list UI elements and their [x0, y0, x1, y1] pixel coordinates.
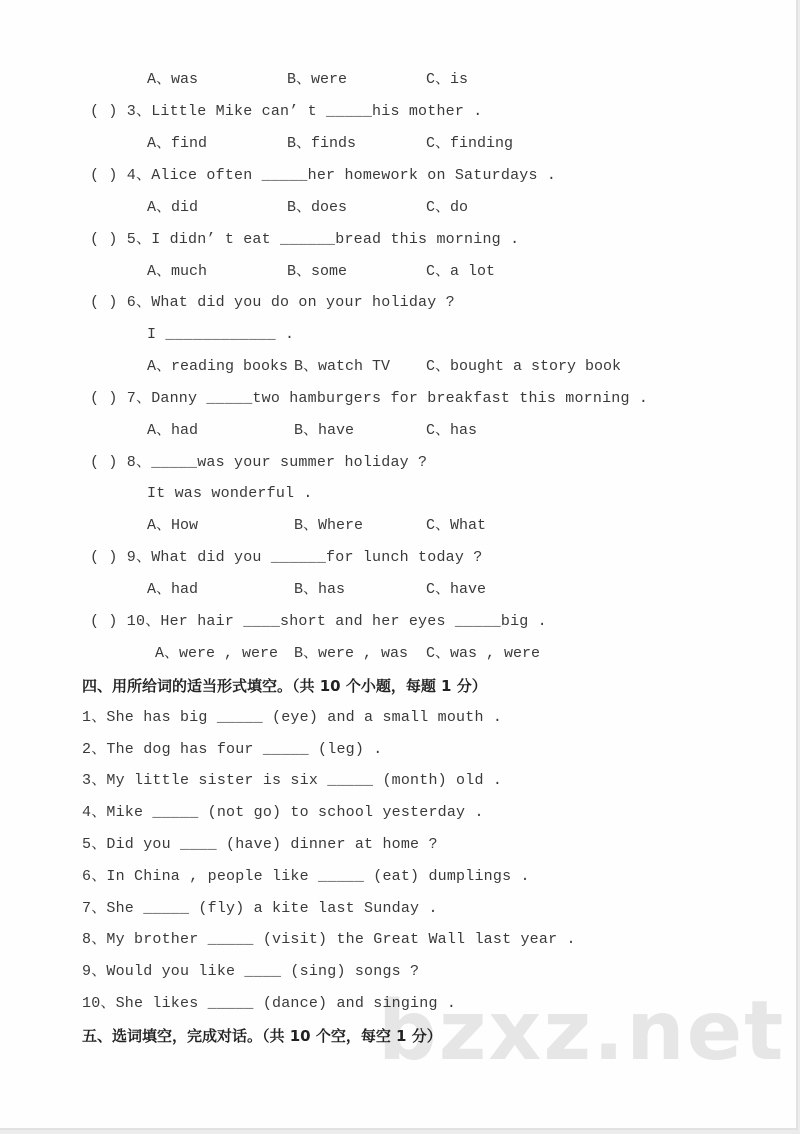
q9-option-c: C、have — [426, 581, 487, 598]
question-8-stem: ( ) 8、_____was your summer holiday ? — [90, 454, 428, 471]
q2-option-a: A、was — [147, 71, 199, 88]
fill-item-4: 4、Mike _____ (not go) to school yesterday . — [82, 804, 484, 821]
fill-item-2: 2、The dog has four _____ (leg) . — [82, 741, 383, 758]
fill-item-5: 5、Did you ____ (have) dinner at home ? — [82, 836, 438, 853]
question-8-context: It was wonderful . — [147, 485, 313, 502]
question-10-stem: ( ) 10、Her hair ____short and her eyes _____big . — [90, 613, 547, 630]
fill-item-7: 7、She _____ (fly) a kite last Sunday . — [82, 900, 438, 917]
q4-option-a: A、did — [147, 199, 199, 216]
q10-option-a: A、were , were — [155, 645, 279, 662]
fill-item-9: 9、Would you like ____ (sing) songs ? — [82, 963, 420, 980]
watermark: bzxz.net — [378, 984, 786, 1079]
q6-option-c: C、bought a story book — [426, 358, 622, 375]
question-9-stem: ( ) 9、What did you ______for lunch today ? — [90, 549, 483, 566]
section-5-heading: 五、选词填空，完成对话。（共 10 个空，每空 1 分） — [82, 1027, 442, 1045]
question-6-answer-line: I ____________ . — [147, 326, 295, 343]
question-5-stem: ( ) 5、I didn’ t eat ______bread this morning . — [90, 231, 520, 248]
q8-option-a: A、How — [147, 517, 199, 534]
q6-option-a: A、reading books — [147, 358, 289, 375]
q7-option-b: B、have — [294, 422, 355, 439]
q10-option-b: B、were , was — [294, 645, 409, 662]
q6-option-b: B、watch TV — [294, 358, 391, 375]
question-6-stem: ( ) 6、What did you do on your holiday ? — [90, 294, 455, 311]
q9-option-b: B、has — [294, 581, 346, 598]
q4-option-b: B、does — [287, 199, 348, 216]
fill-item-8: 8、My brother _____ (visit) the Great Wall last year . — [82, 931, 576, 948]
section-4-heading: 四、用所给词的适当形式填空。（共 10 个小题，每题 1 分） — [82, 677, 487, 695]
q7-option-c: C、has — [426, 422, 478, 439]
q8-option-b: B、Where — [294, 517, 364, 534]
fill-item-10: 10、She likes _____ (dance) and singing . — [82, 995, 457, 1012]
q3-option-c: C、finding — [426, 135, 514, 152]
q5-option-b: B、some — [287, 263, 348, 280]
q2-option-c: C、is — [426, 71, 469, 88]
q7-option-a: A、had — [147, 422, 199, 439]
q4-option-c: C、do — [426, 199, 469, 216]
fill-item-6: 6、In China , people like _____ (eat) dumplings . — [82, 868, 530, 885]
q9-option-a: A、had — [147, 581, 199, 598]
q3-option-a: A、find — [147, 135, 208, 152]
q10-option-c: C、was , were — [426, 645, 541, 662]
question-4-stem: ( ) 4、Alice often _____her homework on Saturdays . — [90, 167, 557, 184]
fill-item-1: 1、She has big _____ (eye) and a small mouth . — [82, 709, 503, 726]
q8-option-c: C、What — [426, 517, 487, 534]
q2-option-b: B、were — [287, 71, 348, 88]
q5-option-a: A、much — [147, 263, 208, 280]
question-7-stem: ( ) 7、Danny _____two hamburgers for breakfast this morning . — [90, 390, 649, 407]
q3-option-b: B、finds — [287, 135, 357, 152]
q5-option-c: C、a lot — [426, 263, 496, 280]
question-3-stem: ( ) 3、Little Mike can’ t _____his mother . — [90, 103, 483, 120]
fill-item-3: 3、My little sister is six _____ (month) old . — [82, 772, 503, 789]
